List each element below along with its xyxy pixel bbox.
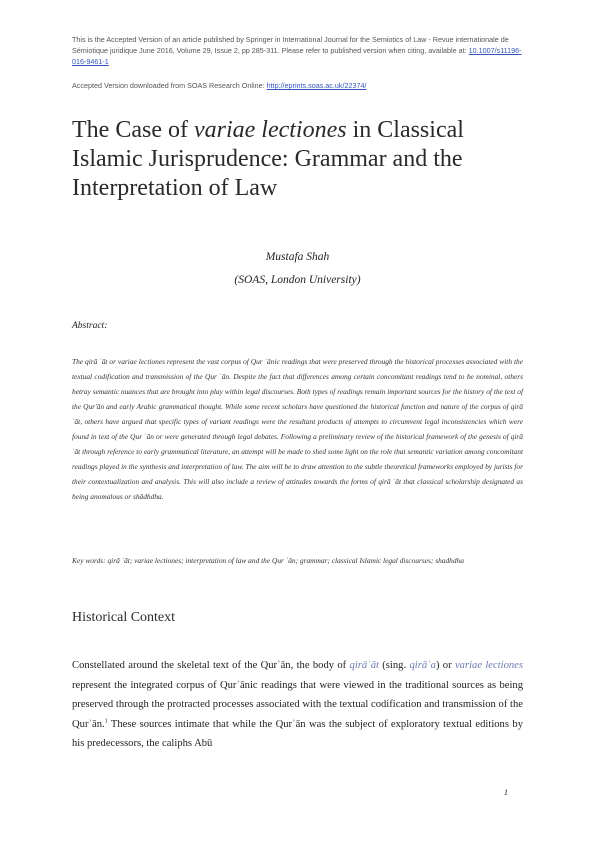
title-italic: variae lectiones	[193, 117, 347, 143]
title-part2: in Classical Islamic Jurisprudence: Grammar and the Interpretation of Law	[72, 117, 464, 201]
paper-title	[72, 116, 532, 203]
section-heading: Historical Context	[72, 610, 176, 625]
notice-text: This is the Accepted Version of an article published by Springer in International Journal for the Semiotics of Law - Revue internationale de Sémiotique juridique June 2016, Volume 29, Issue 2, pp 285-311. Please refer to published version when citing, available at:	[72, 35, 509, 55]
footnote-marker[interactable]: 1	[104, 718, 108, 725]
term-qiraa: qirāʾa	[409, 660, 436, 671]
doi-link[interactable]: 10.1007/s11196-016-9461-1	[72, 46, 522, 66]
download-notice	[72, 80, 524, 91]
body-text-1: Constellated around the skeletal text of the Qurʾān, the body of	[72, 660, 350, 671]
title-part1: The Case of	[72, 117, 194, 143]
body-text-4: represent the integrated corpus of Qurʾānic readings that were viewed in the traditional sources as being preserved through the protracted processes associated with the textual codification and transmission of the Qurʾān.	[72, 679, 523, 730]
abstract-label: Abstract:	[72, 321, 108, 331]
eprints-link[interactable]: http://eprints.soas.ac.uk/22374/	[266, 81, 367, 90]
author-name: Mustafa Shah	[265, 251, 330, 263]
body-text-2: (sing.	[378, 660, 410, 671]
term-qiraat: qirāʾāt	[349, 660, 379, 671]
body-text-5: These sources intimate that while the Qurʾān was the subject of exploratory textual editions by his predecessors, the caliphs Abū	[72, 718, 523, 750]
download-text: Accepted Version downloaded from SOAS Research Online:	[72, 81, 267, 90]
term-variae-lectiones: variae lectiones	[454, 660, 523, 671]
author-affiliation: (SOAS, London University)	[234, 274, 361, 286]
body-paragraph	[72, 656, 523, 754]
abstract-text: The qirā ʾāt or variae lectiones represent the vast corpus of Qur ʾānic readings that were preserved through the historical processes associated with the textual codification and transmission of the Qur ʾān. Despite the fact that differences among certain concomitant readings tend to be nominal, others betray semantic nuances that are brought into play within legal discourses. Both types of readings remain important sources for the history of the text of the Qur'ān and early Arabic grammatical thought. While some recent scholars have questioned the historical function and nature of the corpus of qirā ʾāt, others have argued that specific types of variant readings were the resultant products of attempts to circumvent legal inconsistencies which were found in text of the Qur ʾān or were generated through legal debates. Following a preliminary review of the historical framework of the genesis of qirā ʾāt through reference to early grammatical literature, an attempt will be made to shed some light on the role that semantic variation among concomitant readings played in the synthesis and interpretation of law. The aim will be to draw attention to the subtle theoretical frameworks employed by jurists for their contextualization and analysis. This will also include a review of attitudes towards the forms of qirā ʾāt that classical scholarship designated as being anomalous or shādhdha.	[72, 357, 523, 501]
keywords: Key words: qirā ʾāt; variae lectiones; interpretation of law and the Qur ʾān; grammar; classical Islamic legal discourses; shadhdha	[72, 556, 464, 565]
page-number: 1	[504, 788, 508, 797]
body-text-3: ) or	[435, 660, 455, 671]
publication-notice	[72, 34, 524, 67]
